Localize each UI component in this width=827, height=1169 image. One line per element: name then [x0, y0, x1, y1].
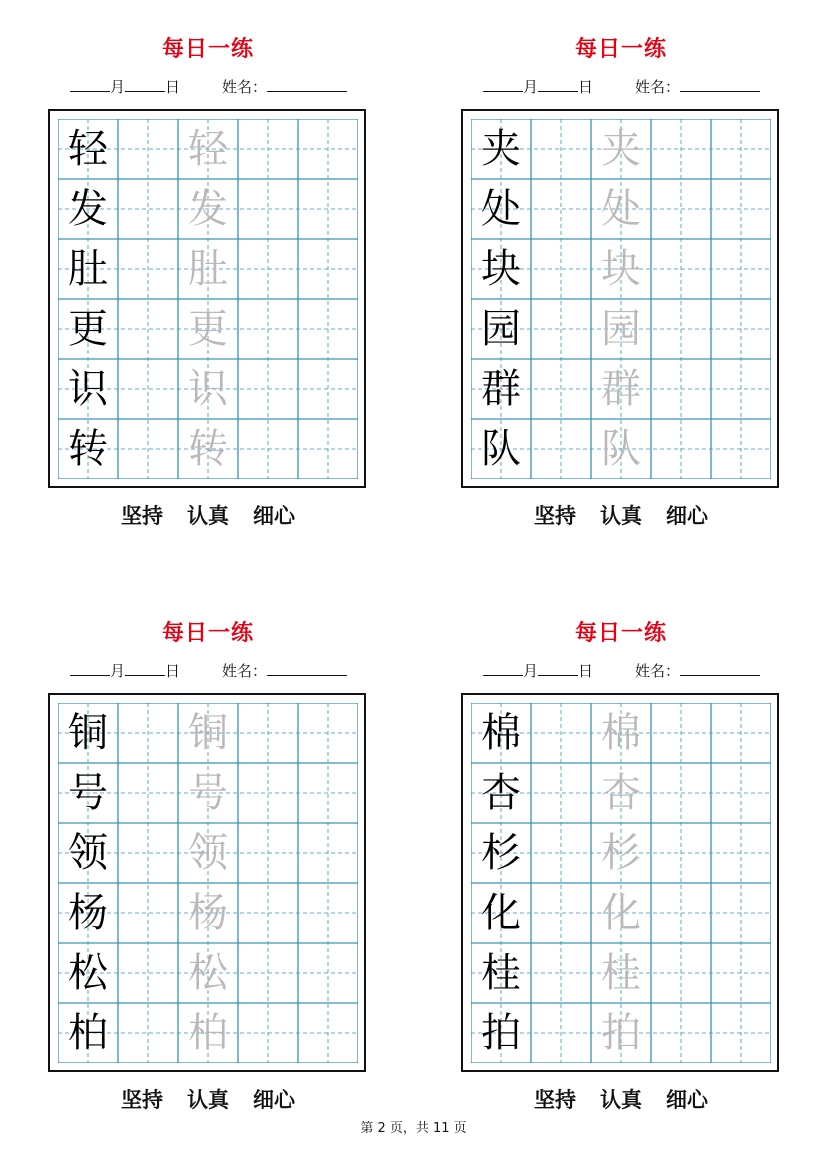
motto-word: 认真 — [600, 504, 642, 528]
date-name-line — [483, 76, 760, 97]
model-character: 柏 — [68, 1010, 108, 1056]
model-character: 块 — [481, 246, 521, 292]
trace-character: 队 — [601, 426, 641, 472]
model-character: 松 — [68, 950, 108, 996]
trace-character: 肚 — [188, 246, 228, 292]
trace-character: 园 — [601, 306, 641, 352]
day-blank[interactable] — [125, 660, 165, 676]
name-label: 姓名： — [222, 662, 268, 680]
tian-zi-grid — [471, 119, 771, 479]
tian-zi-grid — [58, 119, 358, 479]
model-character: 铜 — [68, 710, 108, 756]
trace-character: 棉 — [601, 710, 641, 756]
motto-word: 认真 — [187, 504, 229, 528]
day-label: 日 — [165, 78, 181, 96]
sheet-title: 每日一练 — [161, 37, 254, 62]
practice-sheet — [48, 584, 368, 1114]
day-blank[interactable] — [125, 76, 165, 92]
motto — [48, 1084, 368, 1114]
day-label: 日 — [578, 662, 594, 680]
date-name-line — [70, 76, 347, 97]
trace-character: 块 — [601, 246, 641, 292]
trace-character: 领 — [188, 830, 228, 876]
day-label: 日 — [165, 662, 181, 680]
motto-word: 坚持 — [121, 504, 163, 528]
model-character: 化 — [481, 890, 521, 936]
trace-character: 群 — [601, 366, 641, 412]
sheet-title: 每日一练 — [161, 621, 254, 646]
name-blank[interactable] — [267, 660, 347, 676]
model-character: 园 — [481, 306, 521, 352]
model-character: 识 — [68, 366, 108, 412]
trace-character: 发 — [188, 186, 228, 232]
name-label: 姓名： — [222, 78, 268, 96]
motto-word: 认真 — [600, 1088, 642, 1112]
model-character: 号 — [68, 770, 108, 816]
month-blank[interactable] — [70, 660, 110, 676]
model-character: 棉 — [481, 710, 521, 756]
writing-grid-frame — [461, 109, 779, 488]
writing-grid-frame — [48, 693, 366, 1072]
name-blank[interactable] — [680, 76, 760, 92]
sheet-title: 每日一练 — [574, 621, 667, 646]
trace-character: 桂 — [601, 950, 641, 996]
model-character: 杨 — [68, 890, 108, 936]
model-character: 杏 — [481, 770, 521, 816]
name-blank[interactable] — [267, 76, 347, 92]
trace-character: 柏 — [188, 1010, 228, 1056]
name-blank[interactable] — [680, 660, 760, 676]
name-label: 姓名： — [635, 662, 681, 680]
day-blank[interactable] — [538, 76, 578, 92]
trace-character: 化 — [601, 890, 641, 936]
writing-grid-frame — [48, 109, 366, 488]
model-character: 杉 — [481, 830, 521, 876]
date-name-line — [483, 660, 760, 681]
model-character: 轻 — [68, 126, 108, 172]
motto-word: 细心 — [666, 1088, 708, 1112]
motto-word: 细心 — [666, 504, 708, 528]
practice-sheet — [48, 0, 368, 530]
trace-character: 夹 — [601, 126, 641, 172]
motto-word: 认真 — [187, 1088, 229, 1112]
motto — [461, 500, 781, 530]
model-character: 拍 — [481, 1010, 521, 1056]
model-character: 处 — [481, 186, 521, 232]
model-character: 肚 — [68, 246, 108, 292]
model-character: 群 — [481, 366, 521, 412]
month-label: 月 — [110, 662, 126, 680]
model-character: 桂 — [481, 950, 521, 996]
trace-character: 杨 — [188, 890, 228, 936]
writing-grid-frame — [461, 693, 779, 1072]
trace-character: 识 — [188, 366, 228, 412]
trace-character: 处 — [601, 186, 641, 232]
model-character: 发 — [68, 186, 108, 232]
model-character: 夹 — [481, 126, 521, 172]
tian-zi-grid — [471, 703, 771, 1063]
practice-sheet — [461, 584, 781, 1114]
motto-word: 坚持 — [121, 1088, 163, 1112]
date-name-line — [70, 660, 347, 681]
motto-word: 细心 — [253, 1088, 295, 1112]
motto — [48, 500, 368, 530]
trace-character: 杉 — [601, 830, 641, 876]
trace-character: 杏 — [601, 770, 641, 816]
name-label: 姓名： — [635, 78, 681, 96]
motto-word: 细心 — [253, 504, 295, 528]
trace-character: 号 — [188, 770, 228, 816]
month-label: 月 — [523, 662, 539, 680]
month-blank[interactable] — [70, 76, 110, 92]
practice-sheet — [461, 0, 781, 530]
day-label: 日 — [578, 78, 594, 96]
motto-word: 坚持 — [534, 504, 576, 528]
month-label: 月 — [110, 78, 126, 96]
month-blank[interactable] — [483, 76, 523, 92]
trace-character: 铜 — [188, 710, 228, 756]
month-label: 月 — [523, 78, 539, 96]
model-character: 队 — [481, 426, 521, 472]
trace-character: 轻 — [188, 126, 228, 172]
model-character: 更 — [68, 306, 108, 352]
trace-character: 转 — [188, 426, 228, 472]
sheet-title: 每日一练 — [574, 37, 667, 62]
model-character: 转 — [68, 426, 108, 472]
motto-word: 坚持 — [534, 1088, 576, 1112]
motto — [461, 1084, 781, 1114]
trace-character: 更 — [188, 306, 228, 352]
page-footer: 第 2 页，共 11 页 — [360, 1121, 467, 1136]
model-character: 领 — [68, 830, 108, 876]
month-blank[interactable] — [483, 660, 523, 676]
day-blank[interactable] — [538, 660, 578, 676]
tian-zi-grid — [58, 703, 358, 1063]
trace-character: 松 — [188, 950, 228, 996]
trace-character: 拍 — [601, 1010, 641, 1056]
